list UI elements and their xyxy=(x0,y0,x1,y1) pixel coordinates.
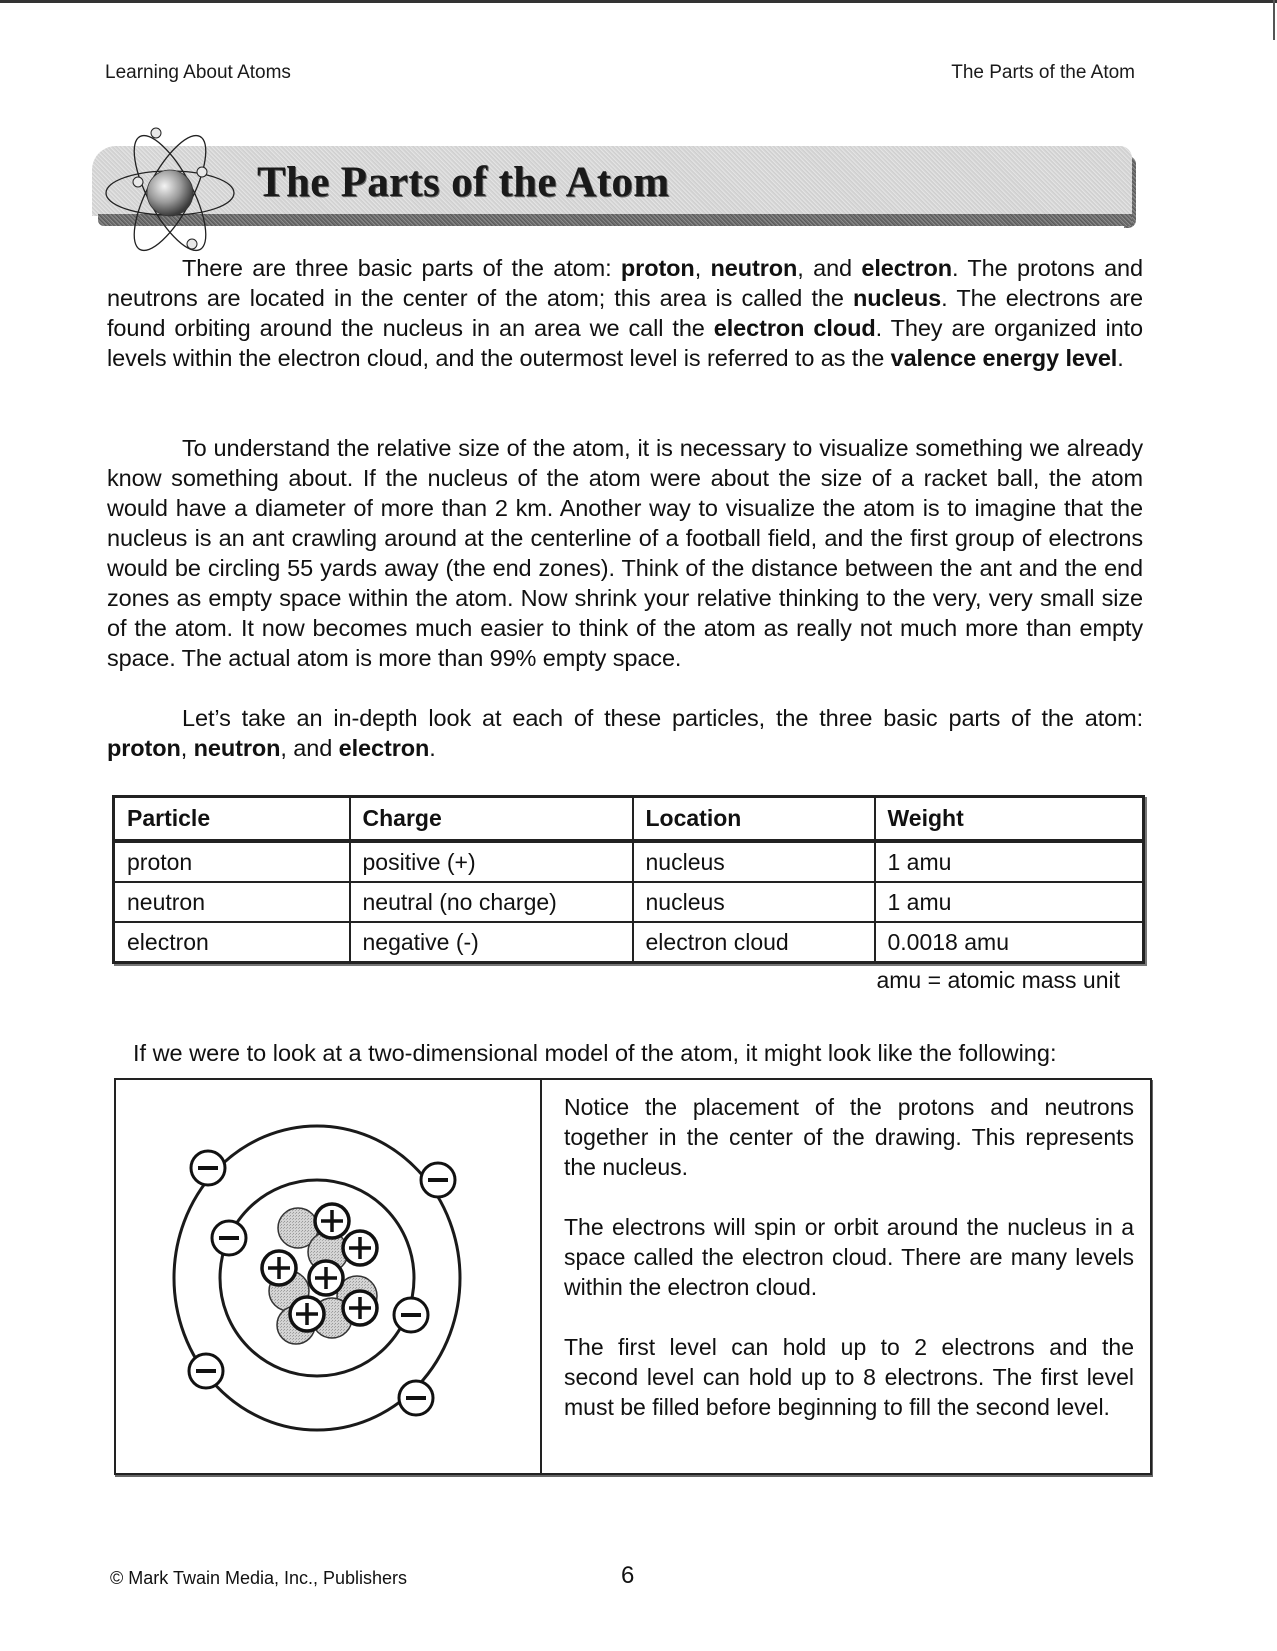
text-run: , and xyxy=(280,735,339,761)
note-electron-cloud: The electrons will spin or orbit around the nucleus in a space called the electron cloud. There are many levels within the electron cloud. xyxy=(564,1214,1134,1300)
cell-charge: negative (-) xyxy=(350,922,633,963)
text-run: . They are organized into levels within the electron cloud, and the outermost level is referred to as the xyxy=(107,315,1143,371)
electron-inner-1 xyxy=(212,1221,246,1255)
electron-outer-4 xyxy=(399,1381,433,1415)
cell-particle: neutron xyxy=(114,882,350,922)
page-number: 6 xyxy=(621,1562,635,1589)
table-row xyxy=(114,882,1144,922)
model-divider xyxy=(540,1080,542,1473)
electron-inner-2 xyxy=(394,1298,428,1332)
electron-outer-2 xyxy=(421,1163,455,1197)
paragraph-in-depth xyxy=(107,703,1143,763)
cell-charge: positive (+) xyxy=(350,841,633,882)
key-term: electron xyxy=(338,735,430,761)
key-term: nucleus xyxy=(853,285,942,311)
key-term: neutron xyxy=(710,255,798,281)
key-term: valence energy level xyxy=(890,345,1118,371)
scan-edge-right xyxy=(1273,0,1275,40)
paragraph-text xyxy=(107,435,1143,671)
electron-outer-3 xyxy=(189,1354,223,1388)
page-title: The Parts of the Atom xyxy=(257,159,670,206)
cell-particle: proton xyxy=(114,841,350,882)
text-run: . The electrons are found orbiting around the nucleus in an area we call the xyxy=(107,285,1144,341)
paragraph-text xyxy=(107,255,1143,371)
cell-location: nucleus xyxy=(633,882,875,922)
table-header-row xyxy=(114,797,1144,842)
text-run: Let’s take an in-depth look at each of these particles, the three basic parts of the atom: xyxy=(182,705,1143,731)
key-term: neutron xyxy=(193,735,281,761)
table-row xyxy=(114,841,1144,882)
note-energy-levels: The first level can hold up to 2 electrons and the second level can hold up to 8 electrons. The first level must be filled before beginning to fill the second level. xyxy=(564,1334,1134,1420)
cell-particle: electron xyxy=(114,922,350,963)
text-run: , xyxy=(180,735,194,761)
electron-outer-1 xyxy=(191,1151,225,1185)
table-row xyxy=(114,922,1144,963)
model-intro: If we were to look at a two-dimensional model of the atom, it might look like the following: xyxy=(133,1040,1057,1066)
table-footnote: amu = atomic mass unit xyxy=(876,967,1120,993)
running-header-right: The Parts of the Atom xyxy=(951,62,1135,83)
text-run: , xyxy=(694,255,711,281)
scan-edge-top xyxy=(0,0,1277,3)
header-particle: Particle xyxy=(114,797,350,842)
key-term: proton xyxy=(620,255,695,281)
running-header-left: Learning About Atoms xyxy=(105,62,291,83)
atom-icon xyxy=(95,118,245,268)
atom-model-diagram xyxy=(116,1080,540,1473)
text-run: There are three basic parts of the atom: xyxy=(182,255,621,281)
model-notes xyxy=(564,1092,1134,1452)
key-term: electron cloud xyxy=(713,315,876,341)
footer-copyright: © Mark Twain Media, Inc., Publishers xyxy=(110,1568,408,1588)
cell-location: electron cloud xyxy=(633,922,875,963)
text-run: . xyxy=(429,735,436,761)
note-nucleus: Notice the placement of the protons and neutrons together in the center of the drawing. This represents the nucleus. xyxy=(564,1094,1134,1180)
text-run: , and xyxy=(797,255,862,281)
text-run: . xyxy=(1117,345,1124,371)
cell-weight: 1 amu xyxy=(875,882,1144,922)
paragraph-text xyxy=(107,705,1143,761)
paragraph-intro xyxy=(107,253,1143,373)
cell-location: nucleus xyxy=(633,841,875,882)
key-term: electron xyxy=(861,255,953,281)
cell-weight: 1 amu xyxy=(875,841,1144,882)
particle-table xyxy=(112,795,1145,964)
header-location: Location xyxy=(633,797,875,842)
cell-weight: 0.0018 amu xyxy=(875,922,1144,963)
text-run: To understand the relative size of the atom, it is necessary to visualize something we already know something about. If the nucleus of the atom were about the size of a racket ball, the atom would have a diameter of more than 2 km. Another way to visualize the atom is to imagine that the nucleus is an ant crawling around at the centerline of a football field, and the first group of electrons would be circling 55 yards away (the end zones). Think of the distance between the ant and the end zones as empty space within the atom. Now shrink your relative thinking to the very, very small size of the atom. It now becomes much easier to think of the atom as really not much more than empty space. The actual atom is more than 99% empty space. xyxy=(107,435,1143,671)
title-banner xyxy=(92,146,1137,228)
header-weight: Weight xyxy=(875,797,1144,842)
cell-charge: neutral (no charge) xyxy=(350,882,633,922)
atom-model-box xyxy=(114,1078,1152,1475)
key-term: proton xyxy=(107,735,181,761)
paragraph-relative-size xyxy=(107,433,1143,673)
header-charge: Charge xyxy=(350,797,633,842)
banner-shadow-bottom xyxy=(98,214,1132,226)
text-run: . The protons and neutrons are located in the center of the atom; this area is called the xyxy=(107,255,1143,311)
